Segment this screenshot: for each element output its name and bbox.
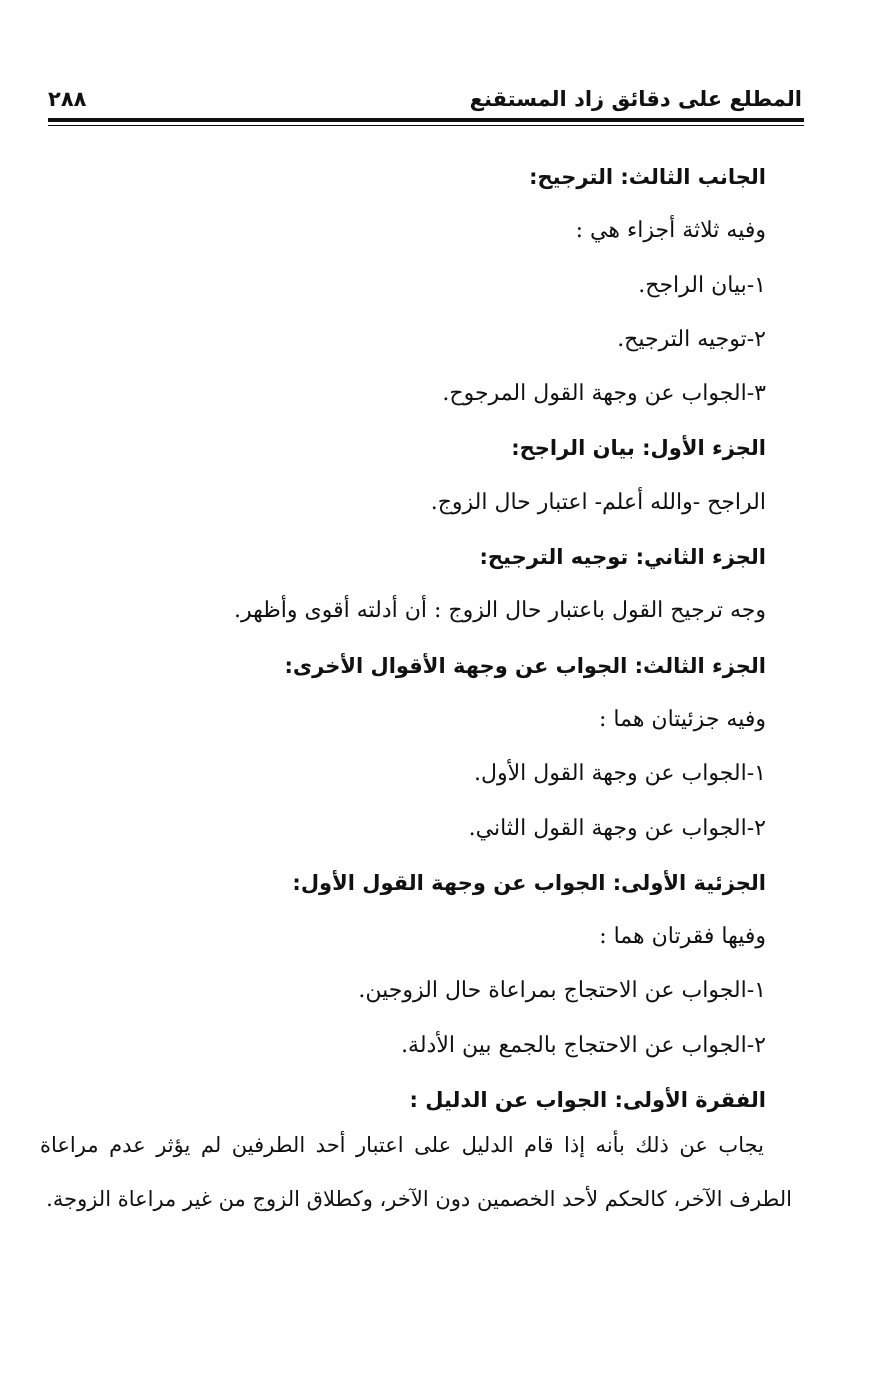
header-rule-thick bbox=[48, 118, 804, 122]
list-item: ٣-الجواب عن وجهة القول المرجوح. bbox=[442, 381, 766, 407]
list-item: ١-الجواب عن وجهة القول الأول. bbox=[473, 761, 766, 787]
header-rule-thin bbox=[48, 125, 804, 126]
text-line: وفيها فقرتان هما : bbox=[599, 924, 766, 950]
body-paragraph: يجاب عن ذلك بأنه إذا قام الدليل على اعتبار أحد الطرفين لم يؤثر عدم مراعاة الطرف الآخر، كالحكم لأحد الخصمين دون الآخر، وكطلاق الزوج من غير مراعاة الزوجة. bbox=[40, 1133, 792, 1212]
list-item: ٢-توجيه الترجيح. bbox=[617, 326, 766, 352]
subsection-heading: الجزء الثاني: توجيه الترجيح: bbox=[479, 545, 766, 570]
text-line: وفيه ثلاثة أجزاء هي : bbox=[575, 218, 766, 244]
text-line: الراجح -والله أعلم- اعتبار حال الزوج. bbox=[430, 489, 766, 515]
text-line: وجه ترجيح القول باعتبار حال الزوج : أن أدلته أقوى وأظهر. bbox=[233, 598, 766, 624]
subsection-heading: الجزء الأول: بيان الراجح: bbox=[511, 436, 766, 461]
section-heading: الجانب الثالث: الترجيح: bbox=[529, 165, 766, 189]
text-line: وفيه جزئيتان هما : bbox=[599, 706, 766, 732]
page-number: ٢٨٨ bbox=[48, 87, 87, 111]
page-content bbox=[40, 150, 766, 1127]
list-item: ١-بيان الراجح. bbox=[638, 272, 766, 298]
running-header bbox=[48, 84, 802, 118]
subsection-heading: الجزئية الأولى: الجواب عن وجهة القول الأول: bbox=[292, 870, 766, 895]
book-title: المطلع على دقائق زاد المستقنع bbox=[469, 87, 802, 111]
list-item: ٢-الجواب عن الاحتجاج بالجمع بين الأدلة. bbox=[401, 1032, 766, 1058]
list-item: ٢-الجواب عن وجهة القول الثاني. bbox=[468, 815, 766, 841]
subsection-heading: الفقرة الأولى: الجواب عن الدليل : bbox=[409, 1088, 766, 1113]
list-item: ١-الجواب عن الاحتجاج بمراعاة حال الزوجين. bbox=[358, 978, 766, 1004]
subsection-heading: الجزء الثالث: الجواب عن وجهة الأقوال الأخرى: bbox=[284, 653, 766, 678]
